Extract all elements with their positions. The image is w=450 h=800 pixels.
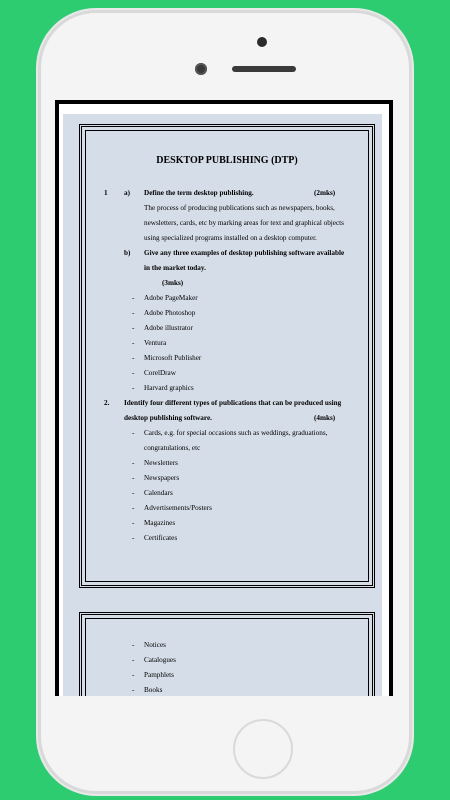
question-text: Identify four different types of publications that can be produced using bbox=[124, 399, 342, 407]
bullet: - bbox=[132, 474, 135, 482]
bullet: - bbox=[132, 339, 135, 347]
part-label: a) bbox=[124, 189, 130, 197]
question-text: desktop publishing software. bbox=[124, 414, 212, 422]
list-item: Advertisements/Posters bbox=[144, 504, 212, 512]
sensor-dot bbox=[257, 37, 267, 47]
list-item: Newspapers bbox=[144, 474, 180, 482]
marks-label: (4mks) bbox=[314, 414, 336, 422]
answer-line: newsletters, cards, etc by marking areas for text and graphical objects bbox=[144, 219, 344, 227]
answer-line: The process of producing publications such as newspapers, books, bbox=[144, 204, 335, 212]
list-item: Magazines bbox=[144, 519, 176, 527]
question-text: in the market today. bbox=[144, 264, 206, 272]
list-item: Notices bbox=[144, 641, 166, 649]
list-item: Newsletters bbox=[144, 459, 178, 467]
bullet: - bbox=[132, 294, 135, 302]
bullet: - bbox=[132, 671, 135, 679]
list-item: Pamphlets bbox=[144, 671, 174, 679]
earpiece-speaker bbox=[232, 66, 296, 72]
document-viewer[interactable] bbox=[59, 104, 389, 696]
bullet: - bbox=[132, 429, 135, 437]
page-border bbox=[79, 612, 375, 696]
bullet: - bbox=[132, 534, 135, 542]
document-title: DESKTOP PUBLISHING (DTP) bbox=[156, 155, 298, 166]
bullet: - bbox=[132, 519, 135, 527]
list-item: Harvard graphics bbox=[144, 384, 194, 392]
list-item: CorelDraw bbox=[144, 369, 176, 377]
front-camera bbox=[195, 63, 207, 75]
part-label: b) bbox=[124, 249, 131, 257]
list-item: Books bbox=[144, 686, 163, 694]
marks-label: (3mks) bbox=[162, 279, 184, 287]
bullet: - bbox=[132, 641, 135, 649]
page-border bbox=[79, 124, 375, 588]
list-item: congratulations, etc bbox=[144, 444, 201, 452]
bullet: - bbox=[132, 686, 135, 694]
list-item: Cards, e.g. for special occasions such as weddings, graduations, bbox=[144, 429, 328, 437]
bullet: - bbox=[132, 384, 135, 392]
bullet: - bbox=[132, 504, 135, 512]
list-item: Certificates bbox=[144, 534, 178, 542]
document-page-2 bbox=[63, 604, 382, 696]
bullet: - bbox=[132, 369, 135, 377]
question-text: Give any three examples of desktop publishing software available bbox=[144, 249, 345, 257]
bullet: - bbox=[132, 324, 135, 332]
marks-label: (2mks) bbox=[314, 189, 336, 197]
question-number: 1 bbox=[104, 189, 108, 197]
phone-screen bbox=[55, 100, 393, 696]
bullet: - bbox=[132, 489, 135, 497]
list-item: Ventura bbox=[144, 339, 167, 347]
bullet: - bbox=[132, 309, 135, 317]
list-item: Adobe Photoshop bbox=[144, 309, 196, 317]
question-number: 2. bbox=[104, 399, 110, 407]
bullet: - bbox=[132, 656, 135, 664]
bullet: - bbox=[132, 354, 135, 362]
list-item: Microsoft Publisher bbox=[144, 354, 202, 362]
list-item: Adobe illustrator bbox=[144, 324, 193, 332]
answer-line: using specialized programs installed on a desktop computer. bbox=[144, 234, 317, 242]
list-item: Adobe PageMaker bbox=[144, 294, 198, 302]
home-button[interactable] bbox=[233, 719, 293, 779]
bullet: - bbox=[132, 459, 135, 467]
list-item: Calendars bbox=[144, 489, 173, 497]
list-item: Catalogues bbox=[144, 656, 176, 664]
question-text: Define the term desktop publishing. bbox=[144, 189, 254, 197]
